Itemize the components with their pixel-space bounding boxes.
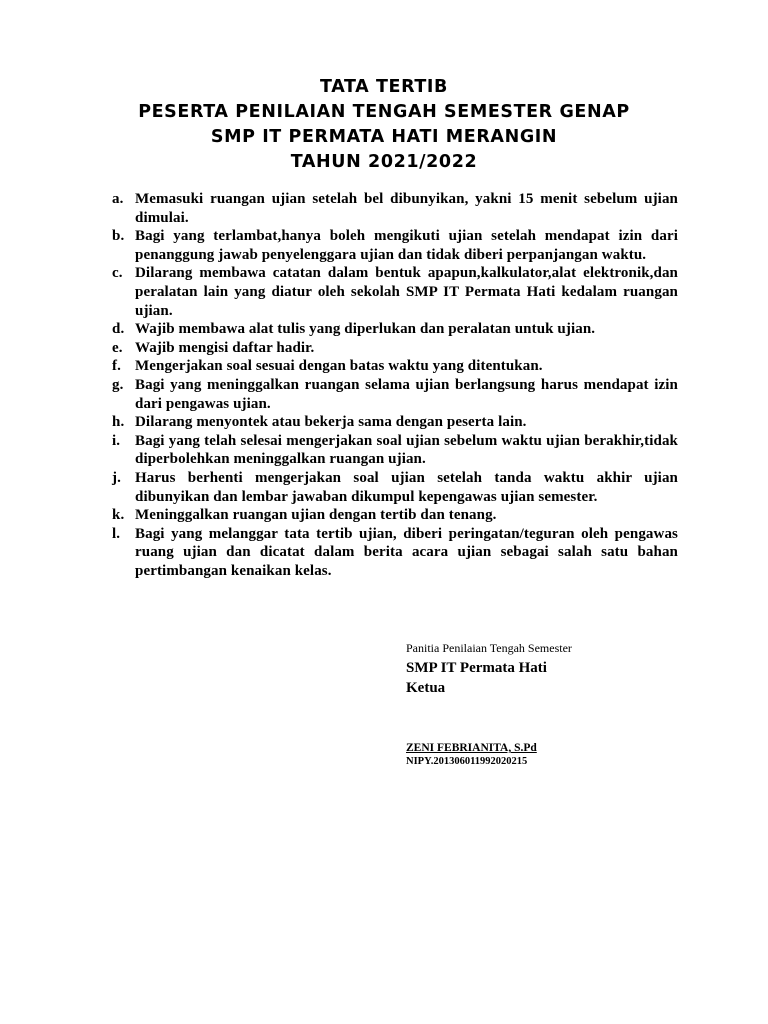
signature-block: [406, 640, 572, 698]
rule-item-h: [112, 413, 678, 432]
rule-text: Wajib mengisi daftar hadir.: [135, 339, 315, 356]
rule-text: Dilarang membawa catatan dalam bentuk apapun,kalkulator,alat elektronik,dan peralatan lain yang diatur oleh sekolah SMP IT Permata Hati kedalam ruangan ujian.: [135, 265, 678, 319]
rule-marker: d.: [112, 321, 125, 338]
rule-item-d: [112, 320, 678, 339]
rule-marker: j.: [112, 469, 121, 486]
rule-text: Bagi yang telah selesai mengerjakan soal ujian sebelum waktu ujian berakhir,tidak diperbolehkan meninggalkan ruangan ujian.: [135, 432, 678, 468]
rules-list: [112, 190, 678, 580]
rule-item-g: [112, 376, 678, 413]
rule-text: Bagi yang meninggalkan ruangan selama ujian berlangsung harus mendapat izin dari pengawas ujian.: [135, 376, 678, 412]
signature-role: Ketua: [406, 680, 446, 696]
rule-item-a: [112, 190, 678, 227]
document-title: [0, 75, 768, 175]
rule-marker: a.: [112, 191, 124, 207]
title-line-3: SMP IT PERMATA HATI MERANGIN: [210, 127, 558, 147]
rule-text: Bagi yang melanggar tata tertib ujian, diberi peringatan/teguran oleh pengawas ruang ujian dan dicatat dalam berita acara ujian sebagai salah satu bahan pertimbangan kenaikan kelas.: [135, 525, 678, 579]
signature-school: SMP IT Permata Hati: [406, 660, 547, 676]
rule-text: Mengerjakan soal sesuai dengan batas waktu yang ditentukan.: [135, 358, 543, 375]
rule-text: Wajib membawa alat tulis yang diperlukan dan peralatan untuk ujian.: [135, 321, 596, 338]
rule-marker: c.: [112, 265, 123, 282]
rule-marker: h.: [112, 414, 125, 431]
signature-committee: Panitia Penilaian Tengah Semester: [406, 641, 572, 655]
rule-marker: l.: [112, 525, 121, 542]
rule-text: Dilarang menyontek atau bekerja sama dengan peserta lain.: [135, 414, 527, 431]
rule-marker: k.: [112, 507, 125, 524]
rule-item-c: [112, 264, 678, 320]
rule-item-j: [112, 469, 678, 506]
rule-item-e: [112, 339, 678, 358]
rule-item-k: [112, 506, 678, 525]
signature-name: ZENI FEBRIANITA, S.Pd: [406, 742, 537, 754]
title-line-1: TATA TERTIB: [320, 77, 448, 97]
rule-text: Bagi yang terlambat,hanya boleh mengikuti ujian setelah mendapat izin dari penanggung jawab penyelenggara ujian dan tidak diberi perpanjangan waktu.: [135, 228, 678, 263]
rule-text: Memasuki ruangan ujian setelah bel dibunyikan, yakni 15 menit sebelum ujian dimulai.: [135, 191, 678, 226]
title-line-4: TAHUN 2021/2022: [290, 152, 478, 172]
rule-item-i: [112, 432, 678, 469]
rule-marker: i.: [112, 432, 121, 449]
rule-marker: b.: [112, 228, 125, 245]
rule-item-b: [112, 227, 678, 264]
signature-id-number: NIPY.201306011992020215: [406, 756, 528, 767]
rule-marker: f.: [112, 358, 121, 375]
rule-text: Harus berhenti mengerjakan soal ujian setelah tanda waktu akhir ujian dibunyikan dan lembar jawaban dikumpul kepengawas ujian semester.: [135, 469, 678, 505]
rule-marker: g.: [112, 376, 124, 393]
rule-text: Meninggalkan ruangan ujian dengan tertib dan tenang.: [135, 507, 497, 524]
rule-item-l: [112, 525, 678, 581]
title-line-2: PESERTA PENILAIAN TENGAH SEMESTER GENAP: [138, 102, 630, 122]
rule-item-f: [112, 357, 678, 376]
rule-marker: e.: [112, 339, 123, 356]
